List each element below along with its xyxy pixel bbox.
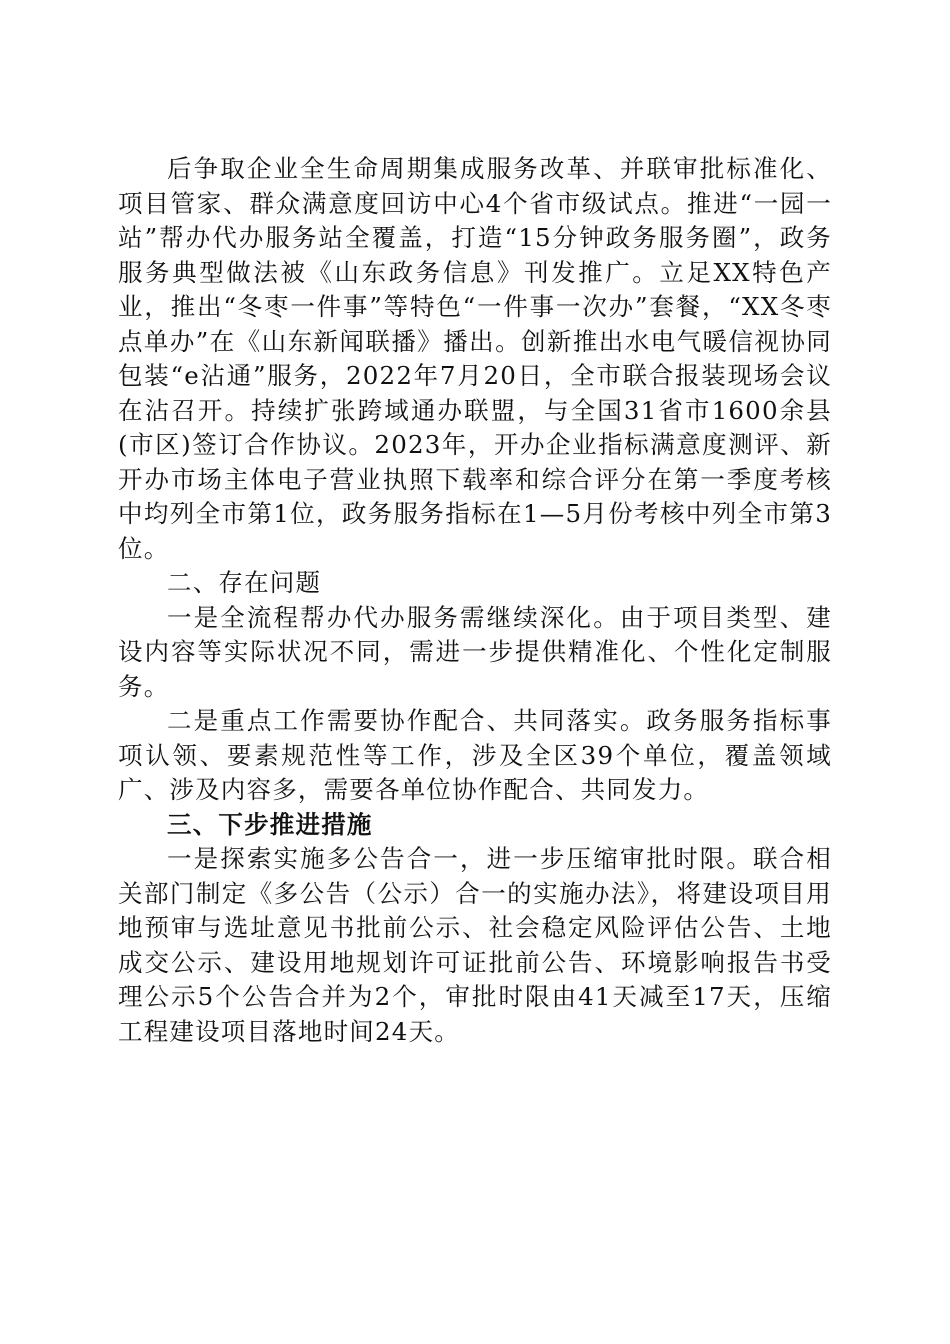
section-heading-problems: 二、存在问题 bbox=[167, 568, 322, 597]
paragraph-achievements: 后争取企业全生命周期集成服务改革、并联审批标准化、项目管家、群众满意度回访中心4个省市级试点。推进“一园一站”帮办代办服务站全覆盖，打造“15分钟政务服务圈”，政务服务典型做法被《山东政务信息》刊发推广。立足XX特色产业，推出“冬枣一件事”等特色“一件事一次办”套餐，“XX冬枣点单办”在《山东新闻联播》播出。创新推出水电气暖信视协同包装“e沾通”服务，2022年7月20日，全市联合报装现场会议在沾召开。持续扩张跨域通办联盟，与全国31省市1600余县(市区)签订合作协议。2023年，开办企业指标满意度测评、新开办市场主体电子营业执照下载率和综合评分在第一季度考核中均列全市第1位，政务服务指标在1—5月份考核中列全市第3位。 bbox=[118, 154, 832, 563]
paragraph-problem-2: 二是重点工作需要协作配合、共同落实。政务服务指标事项认领、要素规范性等工作，涉及全区39个单位，覆盖领域广、涉及内容多，需要各单位协作配合、共同发力。 bbox=[118, 706, 832, 804]
section-heading-next-steps: 三、下步推进措施 bbox=[167, 809, 373, 839]
paragraph-measure-1: 一是探索实施多公告合一，进一步压缩审批时限。联合相关部门制定《多公告（公示）合一的实施办法》，将建设项目用地预审与选址意见书批前公示、社会稳定风险评估公告、土地成交公示、建设用地规划许可证批前公告、环境影响报告书受理公示5个公告合并为2个，审批时限由41天减至17天，压缩工程建设项目落地时间24天。 bbox=[118, 844, 832, 1046]
document-body bbox=[118, 152, 832, 1049]
paragraph-problem-1: 一是全流程帮办代办服务需继续深化。由于项目类型、建设内容等实际状况不同，需进一步提供精准化、个性化定制服务。 bbox=[118, 602, 832, 701]
